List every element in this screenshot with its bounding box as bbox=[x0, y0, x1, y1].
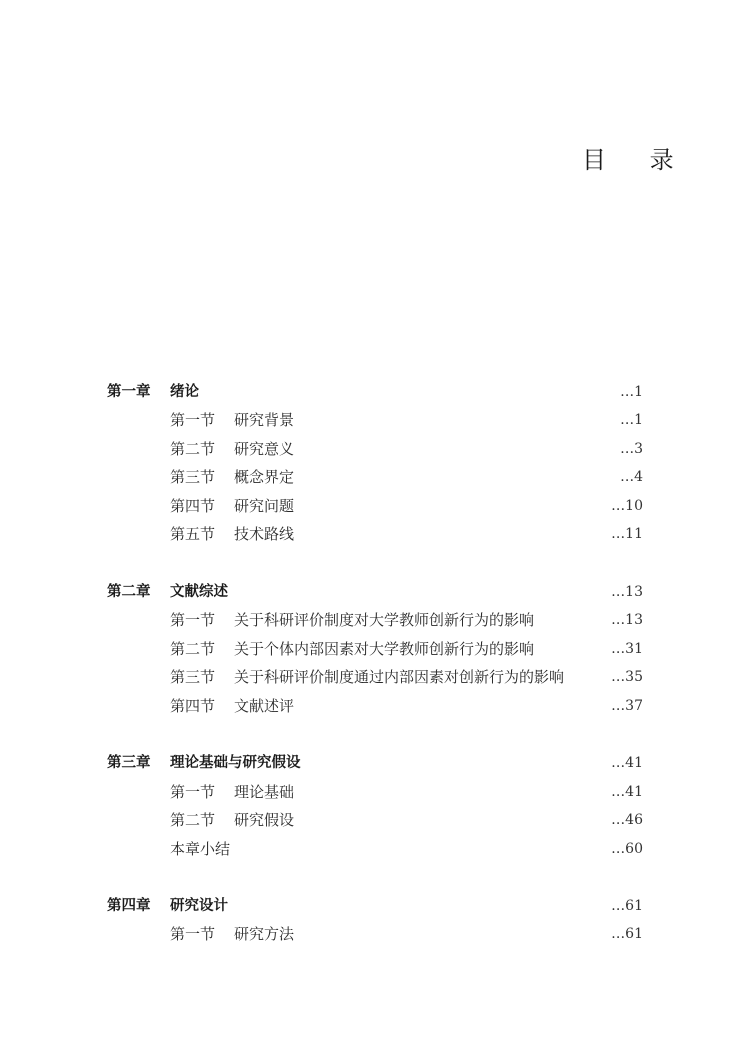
toc-section[interactable] bbox=[0, 807, 750, 833]
section-title: 研究背景 bbox=[234, 411, 295, 429]
section-title: 关于科研评价制度通过内部因素对创新行为的影响 bbox=[234, 668, 565, 686]
chapter-label: 第四章 bbox=[107, 898, 151, 914]
section-label: 第三节 bbox=[170, 668, 216, 686]
chapter-label: 第二章 bbox=[107, 584, 151, 600]
section-label: 本章小结 bbox=[170, 840, 231, 858]
toc-chapter-3[interactable] bbox=[0, 750, 750, 776]
section-title: 关于个体内部因素对大学教师创新行为的影响 bbox=[234, 640, 535, 658]
chapter-label: 第三章 bbox=[107, 755, 151, 771]
page-number: …46 bbox=[611, 812, 643, 828]
chapter-title: 理论基础与研究假设 bbox=[170, 755, 301, 771]
toc-section[interactable] bbox=[0, 607, 750, 633]
page-number: …1 bbox=[620, 412, 643, 428]
page-number: …31 bbox=[611, 641, 643, 657]
page-number: …61 bbox=[611, 898, 643, 914]
section-label: 第四节 bbox=[170, 497, 216, 515]
section-title: 文献述评 bbox=[234, 697, 295, 715]
section-title: 技术路线 bbox=[234, 525, 295, 543]
page-number: …61 bbox=[611, 926, 643, 942]
section-title: 理论基础 bbox=[234, 783, 295, 801]
page-number: …3 bbox=[620, 441, 643, 457]
section-label: 第二节 bbox=[170, 640, 216, 658]
page-number: …4 bbox=[620, 469, 643, 485]
toc-section[interactable] bbox=[0, 521, 750, 547]
page-number: …13 bbox=[611, 612, 643, 628]
page-number: …1 bbox=[620, 384, 643, 400]
section-label: 第五节 bbox=[170, 525, 216, 543]
page-number: …37 bbox=[611, 698, 643, 714]
section-title: 关于科研评价制度对大学教师创新行为的影响 bbox=[234, 611, 535, 629]
section-label: 第一节 bbox=[170, 783, 216, 801]
chapter-title: 研究设计 bbox=[170, 898, 228, 914]
toc-chapter-2[interactable] bbox=[0, 579, 750, 605]
section-title: 研究假设 bbox=[234, 811, 295, 829]
toc-section[interactable] bbox=[0, 407, 750, 433]
section-title: 研究方法 bbox=[234, 925, 295, 943]
page-number: …60 bbox=[611, 841, 643, 857]
chapter-title: 文献综述 bbox=[170, 584, 228, 600]
toc-section[interactable] bbox=[0, 921, 750, 947]
section-title: 概念界定 bbox=[234, 468, 295, 486]
toc-section[interactable] bbox=[0, 493, 750, 519]
page-number: …35 bbox=[611, 669, 643, 685]
section-label: 第一节 bbox=[170, 411, 216, 429]
page-title: 目 录 bbox=[582, 146, 692, 174]
section-label: 第二节 bbox=[170, 440, 216, 458]
section-label: 第二节 bbox=[170, 811, 216, 829]
toc-section[interactable] bbox=[0, 836, 750, 862]
toc-section[interactable] bbox=[0, 693, 750, 719]
page-number: …11 bbox=[611, 526, 643, 542]
toc-section[interactable] bbox=[0, 436, 750, 462]
page-number: …41 bbox=[611, 784, 643, 800]
page-number: …10 bbox=[611, 498, 643, 514]
section-title: 研究问题 bbox=[234, 497, 295, 515]
toc-chapter-1[interactable] bbox=[0, 379, 750, 405]
toc-section[interactable] bbox=[0, 464, 750, 490]
section-label: 第三节 bbox=[170, 468, 216, 486]
toc-section[interactable] bbox=[0, 779, 750, 805]
chapter-label: 第一章 bbox=[107, 384, 151, 400]
section-label: 第一节 bbox=[170, 611, 216, 629]
section-label: 第一节 bbox=[170, 925, 216, 943]
toc-section[interactable] bbox=[0, 664, 750, 690]
toc-section[interactable] bbox=[0, 636, 750, 662]
page-number: …41 bbox=[611, 755, 643, 771]
chapter-title: 绪论 bbox=[170, 384, 199, 400]
section-label: 第四节 bbox=[170, 697, 216, 715]
section-title: 研究意义 bbox=[234, 440, 295, 458]
page-number: …13 bbox=[611, 584, 643, 600]
toc-chapter-4[interactable] bbox=[0, 893, 750, 919]
